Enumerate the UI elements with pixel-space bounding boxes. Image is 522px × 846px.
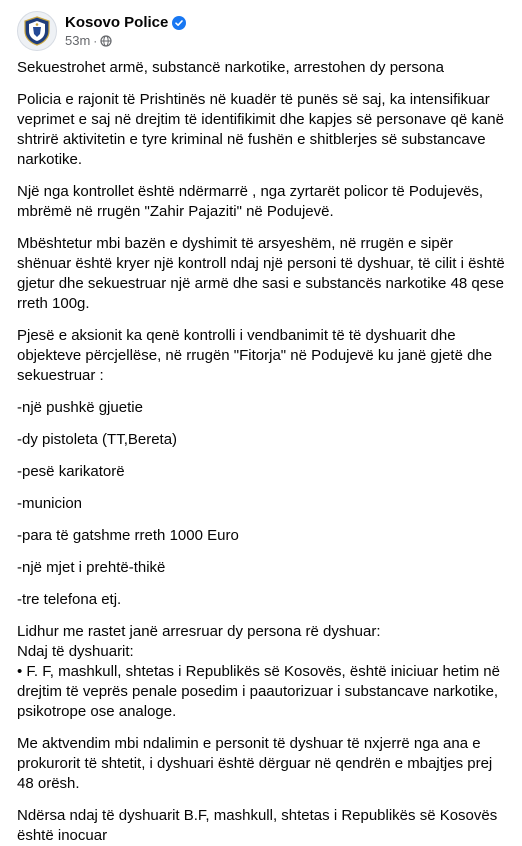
post-paragraph: Ndaj të dyshuarit: — [17, 643, 134, 660]
post-body — [17, 56, 506, 846]
post-time-row — [65, 33, 186, 49]
seized-item: -një pushkë gjuetie — [17, 399, 143, 416]
seized-item: -pesë karikatorë — [17, 463, 125, 480]
post-meta — [65, 13, 186, 49]
post-timestamp[interactable]: 53m — [65, 33, 91, 48]
meta-separator: · — [93, 34, 98, 48]
post-headline: Sekuestrohet armë, substancë narkotike, arrestohen dy persona — [17, 59, 444, 76]
post-paragraph: Ndërsa ndaj të dyshuarit B.F, mashkull, shtetas i Republikës së Kosovës është inocuar — [17, 807, 498, 844]
post-paragraph: Pjesë e aksionit ka qenë kontrolli i vendbanimit të të dyshuarit dhe objekteve përcjellëse, në rrugën "Fitorja" në Podujevë ku janë gjetë dhe sekuestruar : — [17, 327, 493, 384]
post-paragraph: • F. F, mashkull, shtetas i Republikës së Kosovës, është iniciuar hetim në drejtim të veprës penale posedim i paautorizuar i substancave narkotike, psikotrope ose analoge. — [17, 663, 500, 720]
post-paragraph: Një nga kontrollet është ndërmarrë , nga zyrtarët policor të Podujevës, mbrëmë në rrugën "Zahir Pajaziti" në Podujevë. — [17, 183, 484, 220]
verified-badge-icon — [172, 16, 186, 30]
police-badge-icon — [21, 15, 53, 47]
seized-item: -para të gatshme rreth 1000 Euro — [17, 527, 239, 544]
post-paragraph: Me aktvendim mbi ndalimin e personit të dyshuar të nxjerrë nga ana e prokurorit të shtetit, i dyshuari është dërguar në qendrën e mbajtjes prej 48 orësh. — [17, 735, 493, 792]
post-paragraph: Policia e rajonit të Prishtinës në kuadër të punës së saj, ka intensifikuar veprimet e saj në drejtim të identifikimit dhe kapjes së personave që kanë shtrirë aktivitetin e tyre kriminal në fushën e shitblerjes së substancave narkotike. — [17, 91, 504, 168]
seized-item: -tre telefona etj. — [17, 591, 122, 608]
seized-item: -një mjet i prehtë-thikë — [17, 559, 166, 576]
post-header — [17, 0, 506, 56]
seized-item: -municion — [17, 495, 83, 512]
globe-icon[interactable] — [100, 35, 112, 47]
page-name-row — [65, 13, 186, 32]
seized-item: -dy pistoleta (TT,Bereta) — [17, 431, 178, 448]
page-name-link[interactable]: Kosovo Police — [65, 14, 169, 31]
post-paragraph: Lidhur me rastet janë arresruar dy persona rë dyshuar: — [17, 623, 381, 640]
page-avatar[interactable] — [17, 11, 57, 51]
post-paragraph: Mbështetur mbi bazën e dyshimit të arsyeshëm, në rrugën e sipër shënuar është kryer një kontroll ndaj një personi të dyshuar, të cilit i është gjetur dhe sekuestruar një armë dhe sasi e substancës narkotike 48 qese rreth 100g. — [17, 235, 505, 312]
